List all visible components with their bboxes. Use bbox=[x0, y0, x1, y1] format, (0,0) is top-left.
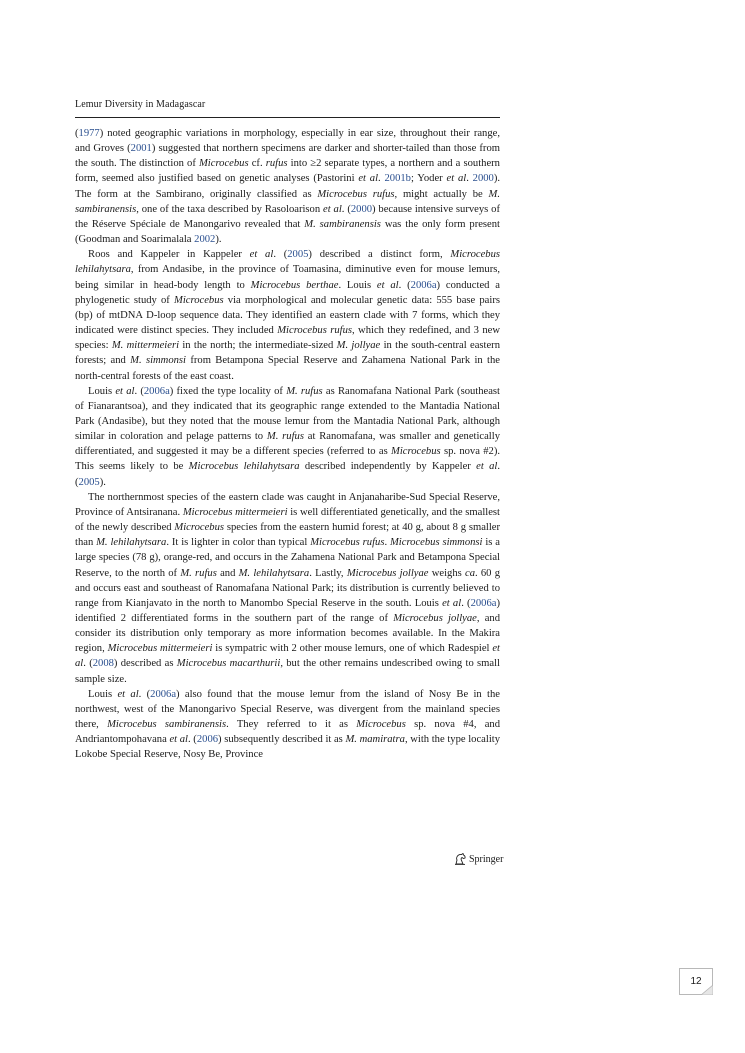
italic-term: M. rufus bbox=[180, 567, 217, 579]
paragraph bbox=[75, 126, 500, 247]
text-run: sp. nova #4, and Andriantompohavana bbox=[75, 719, 500, 746]
italic-term: Microcebus mittermeieri bbox=[107, 643, 213, 655]
text-run: ). The form at the Sambirano, originally classified as bbox=[75, 173, 501, 200]
citation-link[interactable]: 2000 bbox=[350, 203, 373, 215]
text-run: . ( bbox=[341, 203, 351, 215]
citation-link[interactable]: 2000 bbox=[472, 173, 494, 185]
text-run: . ( bbox=[273, 249, 288, 261]
italic-term: M. simmonsi bbox=[130, 355, 186, 367]
italic-term: et al bbox=[75, 643, 500, 670]
text-run: ) identified 2 differentiated forms in the southern part of the range of bbox=[75, 597, 500, 624]
text-run: . bbox=[466, 173, 473, 185]
text-run: into ≥2 separate types, a northern and a southern form, seemed also justified based on genetic analyses (Pastorini bbox=[75, 158, 500, 185]
text-run: weighs bbox=[428, 567, 465, 579]
italic-term: Microcebus lehilahytsara bbox=[188, 461, 300, 473]
text-run: Louis bbox=[88, 688, 118, 700]
italic-term: Microcebus berthae bbox=[250, 279, 339, 291]
italic-term: M. lehilahytsara bbox=[238, 567, 310, 579]
text-run: . ( bbox=[75, 461, 500, 488]
italic-term: Microcebus macarthurii bbox=[176, 658, 281, 670]
italic-term: et al bbox=[442, 597, 462, 609]
italic-term: Microcebus rufus bbox=[317, 188, 395, 200]
text-run: , but the other remains undescribed owing to small sample size. bbox=[75, 658, 501, 685]
text-run: . ( bbox=[83, 658, 93, 670]
text-run: , one of the taxa described by Rasoloarison bbox=[136, 203, 324, 215]
text-run: in the south-central eastern forests; and bbox=[75, 340, 501, 367]
text-run: species from the eastern humid forest; at 40 g, about 8 g smaller than bbox=[75, 522, 501, 549]
citation-link[interactable]: 2006 bbox=[196, 734, 219, 746]
text-run: The northernmost species of the eastern clade was caught in Anjanaharibe-Sud Special Reserve, Province of Antsiranana. bbox=[75, 491, 500, 518]
italic-term: et al bbox=[358, 173, 379, 185]
page-fold-icon bbox=[701, 985, 713, 995]
paragraph bbox=[75, 247, 500, 383]
italic-term: Microcebus lehilahytsara bbox=[75, 249, 500, 276]
text-run: is well differentiated genetically, and the smallest of the newly described bbox=[75, 506, 500, 534]
italic-term: Microcebus rufus bbox=[277, 325, 353, 337]
text-run: . bbox=[384, 537, 390, 549]
paragraph bbox=[75, 384, 500, 490]
text-run: ). bbox=[215, 234, 222, 246]
citation-link[interactable]: 2005 bbox=[78, 476, 100, 488]
italic-term: ca bbox=[465, 567, 475, 579]
italic-term: M. sambiranensis bbox=[304, 218, 381, 230]
text-run: ) suggested that northern specimens are darker and shorter-tailed than those from the south. The distinction of bbox=[75, 143, 500, 170]
italic-term: M. lehilahytsara bbox=[96, 537, 167, 549]
citation-link[interactable]: 2006a bbox=[410, 279, 437, 291]
text-run: . ( bbox=[398, 279, 411, 291]
citation-link[interactable]: 2008 bbox=[92, 658, 114, 670]
italic-term: et al bbox=[249, 249, 274, 261]
citation-link[interactable]: 2001 bbox=[130, 143, 152, 155]
text-run: via morphological and molecular genetic data: 555 base pairs (bp) of mtDNA D-loop sequence data. They identified an eastern clade with 7 forms, which they indicated were distinct species. They included bbox=[75, 294, 500, 337]
text-run: , and consider its distribution only temporary as more information becomes available. In the Makira region, bbox=[75, 613, 501, 655]
text-run: . They referred to it as bbox=[226, 719, 357, 731]
italic-term: Microcebus sambiranensis bbox=[107, 719, 227, 731]
text-run: sp. nova #2). This seems likely to be bbox=[75, 446, 500, 473]
italic-term: et al bbox=[376, 279, 399, 291]
text-run: , from Andasibe, in the province of Toamasina, diminutive even for mouse lemurs, being similar in head-body length to bbox=[75, 264, 500, 291]
text-run: is a large species (78 g), orange-red, and occurs in the Zahamena National Park and Betampona Special Reserve, to the north of bbox=[75, 537, 500, 579]
text-run: Louis bbox=[88, 385, 116, 397]
text-run: ( bbox=[75, 128, 79, 139]
italic-term: Microcebus jollyae bbox=[393, 613, 477, 624]
text-run: ) described a distinct form, bbox=[308, 249, 451, 261]
citation-link[interactable]: 2002 bbox=[194, 234, 216, 246]
text-run: ) noted geographic variations in morphology, especially in ear size, throughout their range, and Groves ( bbox=[75, 128, 500, 155]
italic-term: Microcebus bbox=[174, 522, 225, 534]
italic-term: et al bbox=[169, 734, 188, 746]
citation-link[interactable]: 2006a bbox=[470, 597, 497, 609]
text-run: from Betampona Special Reserve and Zahamena National Park in the north-central forests of the east coast. bbox=[75, 355, 500, 382]
italic-term: et al bbox=[115, 385, 135, 397]
page-number: 12 bbox=[679, 968, 713, 995]
publisher-logo bbox=[454, 853, 503, 865]
italic-term: Microcebus bbox=[174, 294, 224, 306]
text-run: . ( bbox=[134, 385, 144, 397]
running-title: Lemur Diversity in Madagascar bbox=[75, 99, 206, 110]
italic-term: et al bbox=[476, 461, 498, 473]
text-run: . It is lighter in color than typical bbox=[166, 537, 311, 549]
italic-term: M. rufus bbox=[266, 431, 304, 443]
italic-term: M. sambiranensis bbox=[75, 188, 500, 215]
italic-term: M. mamiratra bbox=[345, 734, 405, 746]
text-run: is sympatric with 2 other mouse lemurs, one of which Radespiel bbox=[212, 643, 493, 655]
text-run: ; Yoder bbox=[410, 173, 447, 185]
italic-term: Microcebus bbox=[198, 158, 249, 170]
italic-term: Microcebus rufus bbox=[310, 537, 385, 549]
text-run: ) fixed the type locality of bbox=[169, 385, 287, 397]
text-run: . bbox=[378, 173, 385, 185]
article-body bbox=[75, 126, 500, 763]
text-run: . ( bbox=[461, 597, 471, 609]
publisher-name: Springer bbox=[469, 853, 504, 865]
italic-term: et al bbox=[446, 173, 467, 185]
text-run: . Louis bbox=[338, 279, 377, 291]
italic-term: et al bbox=[323, 203, 342, 215]
text-run: as Ranomafana National Park (southeast of Fianarantsoa), and they indicated that its geographic range extended to the Mantadia National Park (Andasibe), but they noted that the mouse lemur from the Mantadia National Park, although similar in coloration and pelage patterns to bbox=[75, 385, 500, 443]
text-run: . 60 g and occurs east and southeast of Ranomafana National Park; its distribution is currently believed to range from Kianjavato in the north to Manombo Special Reserve in the south. Louis bbox=[75, 567, 501, 609]
italic-term: M. mittermeieri bbox=[111, 340, 180, 352]
text-run: ) conducted a phylogenetic study of bbox=[75, 279, 500, 306]
text-run: described independently by Kappeler bbox=[299, 461, 477, 473]
text-run: ). bbox=[99, 476, 106, 488]
paragraph bbox=[75, 687, 500, 763]
italic-term: et al bbox=[117, 688, 139, 700]
paragraph bbox=[75, 490, 500, 687]
citation-link[interactable]: 2001b bbox=[384, 173, 411, 185]
citation-link[interactable]: 2006a bbox=[150, 688, 177, 700]
text-run: ) because intensive surveys of the Réserve Spéciale de Manongarivo revealed that bbox=[75, 203, 500, 230]
text-run: . Lastly, bbox=[309, 567, 347, 579]
text-run: and bbox=[216, 567, 239, 579]
text-run: . ( bbox=[188, 734, 197, 746]
text-run: at Ranomafana, was smaller and genetically differentiated, and suggested it may be a different species (referred to as bbox=[75, 431, 500, 458]
text-run: ) subsequently described it as bbox=[218, 734, 346, 746]
italic-term: Microcebus mittermeieri bbox=[182, 506, 288, 518]
italic-term: Microcebus simmonsi bbox=[389, 537, 483, 549]
italic-term: Microcebus bbox=[356, 719, 406, 731]
text-run: was the only form present (Goodman and Soarimalala bbox=[75, 218, 500, 246]
citation-link[interactable]: 2005 bbox=[287, 249, 309, 261]
italic-term: M. jollyae bbox=[336, 340, 381, 352]
text-run: ) also found that the mouse lemur from the island of Nosy Be in the northwest, west of the Manongarivo Special Reserve, was divergent from the mainland species there, bbox=[75, 688, 500, 731]
text-run: Roos and Kappeler in Kappeler bbox=[88, 249, 250, 261]
header-rule bbox=[75, 117, 500, 118]
text-run: , with the type locality Lokobe Special Reserve, Nosy Be, Province bbox=[75, 734, 501, 761]
springer-horse-icon bbox=[454, 853, 467, 865]
citation-link[interactable]: 2006a bbox=[143, 385, 170, 397]
text-run: , might actually be bbox=[394, 188, 489, 200]
text-run: in the north; the intermediate-sized bbox=[179, 340, 337, 352]
text-run: . ( bbox=[138, 688, 151, 700]
text-run: ) described as bbox=[113, 658, 177, 670]
italic-term: Microcebus jollyae bbox=[346, 567, 429, 579]
text-run: cf. bbox=[248, 158, 266, 170]
text-run: , which they redefined, and 3 new species: bbox=[75, 325, 500, 352]
italic-term: M. rufus bbox=[286, 385, 323, 397]
citation-link[interactable]: 1977 bbox=[78, 128, 100, 139]
italic-term: rufus bbox=[265, 158, 288, 170]
italic-term: Microcebus bbox=[391, 446, 441, 458]
